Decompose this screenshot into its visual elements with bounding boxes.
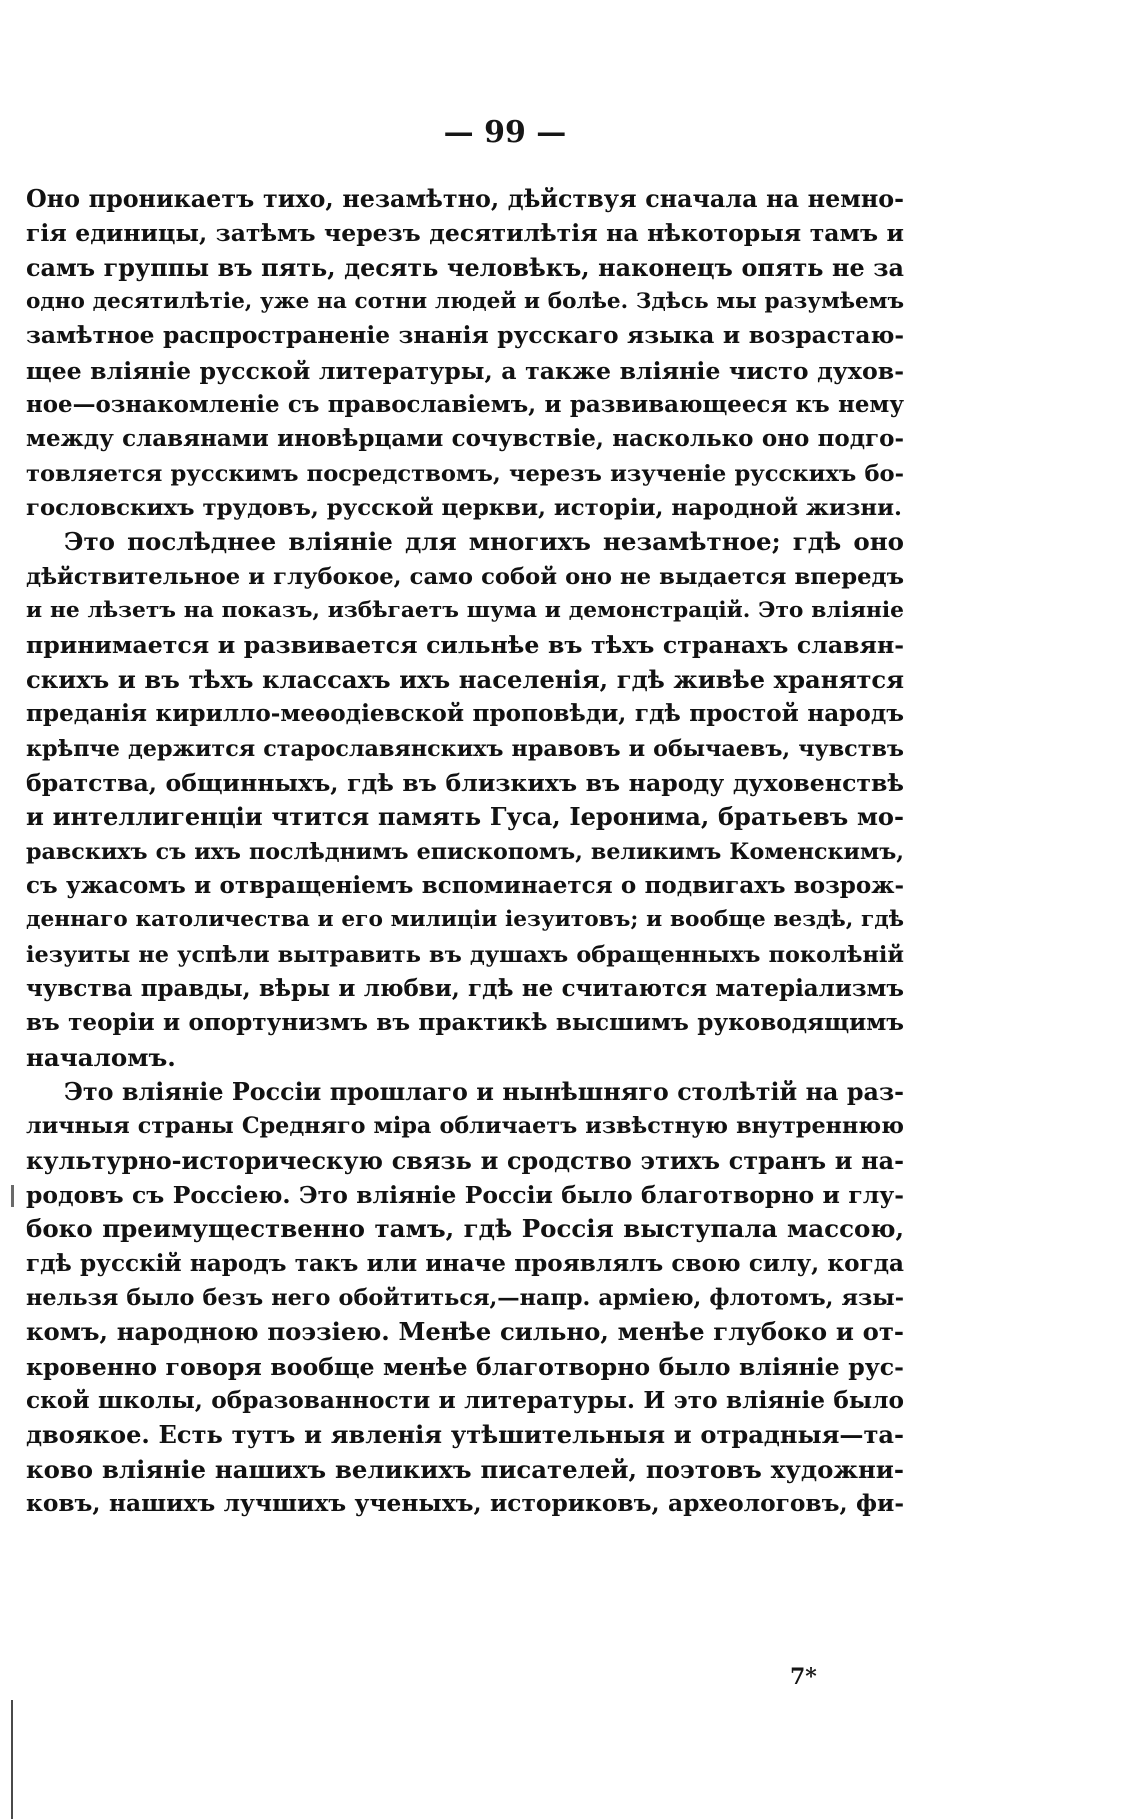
text-line: самъ группы въ пять, десять человѣкъ, наконецъ опять не за xyxy=(26,253,904,282)
text-line: ской школы, образованности и литературы. И это вліяніе было xyxy=(26,1387,904,1415)
text-line: іезуиты не успѣли вытравить въ душахъ обращенныхъ поколѣній xyxy=(26,941,904,968)
text-line: скихъ и въ тѣхъ классахъ ихъ населенія, гдѣ живѣе хранятся xyxy=(26,664,904,694)
text-line: дѣйствительное и глубокое, само собой оно не выдается впередъ xyxy=(26,563,904,590)
signature-mark: 7* xyxy=(790,1664,817,1690)
page-number: — 99 — xyxy=(443,115,567,150)
text-line: щее вліяніе русской литературы, а также вліяніе чисто духов- xyxy=(26,356,904,385)
body-text xyxy=(26,182,904,1521)
paragraph-2 xyxy=(26,525,904,1075)
text-line: культурно-историческую связь и сродство этихъ странъ и на- xyxy=(26,1146,904,1175)
text-line: деннаго католичества и его милиціи іезуитовъ; и вообще вездѣ, гдѣ xyxy=(26,907,904,933)
margin-mark xyxy=(11,1185,14,1207)
text-line: одно десятилѣтіе, уже на сотни людей и болѣе. Здѣсь мы разумѣемъ xyxy=(26,289,904,315)
text-line: комъ, народною поэзіею. Менѣе сильно, менѣе глубоко и от- xyxy=(26,1317,904,1347)
text-line: родовъ съ Россіею. Это вліяніе Россіи было благотворно и глу- xyxy=(26,1180,904,1209)
text-line: гословскихъ трудовъ, русской церкви, исторіи, народной жизни. xyxy=(26,495,902,522)
paragraph-1 xyxy=(26,182,904,525)
text-line: товляется русскимъ посредствомъ, черезъ изученіе русскихъ бо- xyxy=(26,460,904,487)
text-line: и не лѣзетъ на показъ, избѣгаетъ шума и демонстрацій. Это вліяніе xyxy=(26,598,904,624)
text-line: замѣтное распространеніе знанія русскаго языка и возрастаю- xyxy=(26,322,904,350)
text-line: преданія кирилло-меѳодіевской проповѣди, гдѣ простой народъ xyxy=(26,700,904,728)
text-line: двоякое. Есть тутъ и явленія утѣшительныя и отрадныя—та- xyxy=(26,1420,904,1450)
text-line: въ теоріи и опортунизмъ въ практикѣ высшимъ руководящимъ xyxy=(26,1009,904,1037)
text-line: гія единицы, затѣмъ черезъ десятилѣтія на нѣкоторыя тамъ и xyxy=(26,219,904,248)
text-line: принимается и развивается сильнѣе въ тѣхъ странахъ славян- xyxy=(26,631,904,660)
text-line: кровенно говоря вообще менѣе благотворно было вліяніе рус- xyxy=(26,1352,904,1381)
text-line: и интеллигенціи чтится память Гуса, Іеронима, братьевъ мо- xyxy=(26,802,904,832)
text-line: братства, общинныхъ, гдѣ въ близкихъ въ народу духовенствѣ xyxy=(26,768,904,797)
text-line: между славянами иновѣрцами сочувствіе, насколько оно подго- xyxy=(26,425,904,453)
text-line: Оно проникаетъ тихо, незамѣтно, дѣйствуя сначала на немно- xyxy=(26,185,904,213)
text-line: нельзя было безъ него обойтиться,—напр. арміею, флотомъ, язы- xyxy=(26,1285,904,1311)
text-line: личныя страны Средняго міра обличаетъ извѣстную внутреннюю xyxy=(26,1113,904,1140)
text-line: равскихъ съ ихъ послѣднимъ епископомъ, великимъ Коменскимъ, xyxy=(26,838,904,865)
text-line: гдѣ русскій народъ такъ или иначе проявлялъ свою силу, когда xyxy=(26,1249,904,1277)
text-line: началомъ. xyxy=(26,1042,176,1072)
text-line: ное—ознакомленіе съ православіемъ, и развивающееся къ нему xyxy=(26,391,904,419)
paragraph-3 xyxy=(26,1075,904,1521)
text-line: съ ужасомъ и отвращеніемъ вспоминается о подвигахъ возрож- xyxy=(26,871,904,899)
text-line: Это послѣднее вліяніе для многихъ незамѣтное; гдѣ оно xyxy=(64,527,904,557)
text-line: ково вліяніе нашихъ великихъ писателей, поэтовъ художни- xyxy=(26,1454,904,1484)
text-line: чувства правды, вѣры и любви, гдѣ не считаются матеріализмъ xyxy=(26,974,904,1002)
text-line: ковъ, нашихъ лучшихъ ученыхъ, историковъ, археологовъ, фи- xyxy=(26,1490,904,1518)
text-line: Это вліяніе Россіи прошлаго и нынѣшняго столѣтій на раз- xyxy=(64,1077,904,1106)
text-line: боко преимущественно тамъ, гдѣ Россія выступала массою, xyxy=(26,1214,904,1244)
binding-edge-line xyxy=(11,1700,13,1819)
text-line: крѣпче держится старославянскихъ нравовъ и обычаевъ, чувствъ xyxy=(26,735,904,762)
